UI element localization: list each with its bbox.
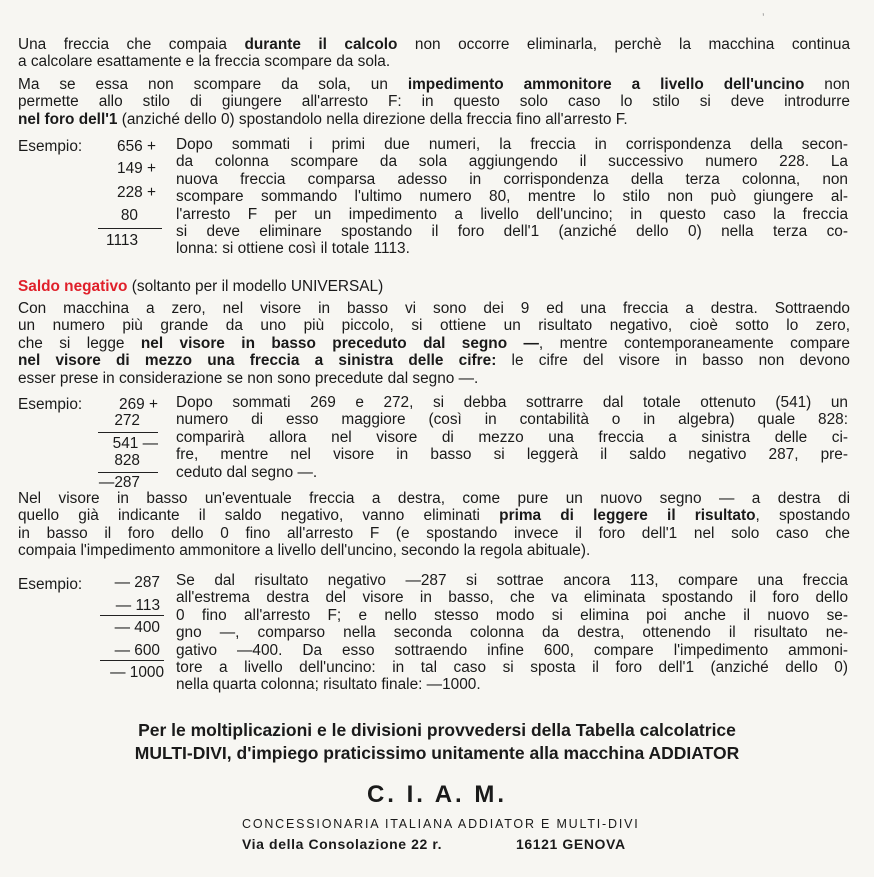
paragraph-eliminate-arrow [18, 490, 850, 560]
text: che si legge [18, 334, 141, 352]
text: , mentre contemporaneamente compare [538, 334, 850, 352]
text-line: Dopo sommati i primi due numeri, la freccia in corrispondenza della secon- [176, 136, 848, 153]
sum-total: — 1000 [110, 664, 164, 681]
example-3-text [176, 572, 848, 694]
sum-row: 269 + [119, 396, 158, 413]
text-line: scompare sommando l'ultimo numero 80, mentre lo stilo non può giungere al- [176, 188, 848, 206]
company-name: C. I. A. M. [366, 781, 508, 808]
corner-mark: ʼ [762, 11, 765, 25]
text-line: tore a livello dell'uncino: in tal caso si sposta il foro dell'1 (anziché dello 0) [176, 659, 848, 677]
text: Con macchina a zero, nel visore in basso vi sono dei 9 ed una freccia a destra. Sottraendo [18, 300, 850, 317]
bold-text: nel visore in basso preceduto dal segno — [140, 334, 539, 352]
text-line: nuova freccia comparsa adesso in corrispondenza della terza colonna, non [176, 170, 848, 188]
notice-line: MULTI-DIVI, d'impiego praticissimo unitamente alla macchina ADDIATOR [134, 743, 740, 763]
text: compaia l'impedimento ammonitore a livello dell'uncino, secondo la regola abituale). [18, 542, 591, 560]
example-label: Esempio: [18, 396, 83, 413]
text-line: nella quarta colonna; risultato finale: —1000. [176, 676, 481, 694]
example-1-sum [92, 136, 162, 256]
sum-rule [100, 660, 164, 661]
sum-row: — 600 [114, 642, 160, 659]
example-3-sum [92, 572, 172, 692]
text: a calcolare esattamente e la freccia scompare da sola. [18, 53, 391, 71]
bold-text: impedimento ammonitore a livello dell'uncino [407, 76, 805, 93]
sum-row: 228 + [117, 184, 156, 201]
bold-text: nel foro dell'1 [18, 110, 118, 128]
sum-row: — 113 [115, 597, 160, 614]
sum-row: 828 [114, 452, 140, 469]
sum-row: 149 + [117, 160, 156, 177]
text: in basso il foro dello 0 fino all'arresto F (e spostando invece il foro dell'1 nel solo caso che [18, 524, 850, 542]
paragraph-impediment [18, 76, 850, 128]
company-address: Via della Consolazione 22 r. [242, 836, 443, 852]
text-line: all'estrema destra del visore in basso, che va eliminata spostando il foro dello [176, 589, 848, 607]
text-line: 0 fino all'arresto F; e nello stesso modo si elimina poi anche il nuovo se- [176, 606, 848, 624]
text: esser prese in considerazione se non sono precedute dal segno —. [18, 369, 479, 387]
text: Nel visore in basso un'eventuale freccia a destra, come pure un nuovo segno — a destra di [18, 490, 850, 507]
example-2-text [176, 394, 848, 481]
sum-row: 80 [120, 207, 138, 224]
text: , spostando [755, 507, 850, 525]
text: non occorre eliminarla, perchè la macchina continua [397, 36, 851, 53]
sum-rule [98, 432, 158, 433]
text: non [804, 76, 850, 93]
section-title: Saldo negativo [18, 278, 128, 295]
text-line: l'arresto F per un impedimento a livello dell'uncino; in questo caso la freccia [176, 205, 848, 223]
paragraph-arrow-during-calc [18, 36, 850, 71]
text: Ma se essa non scompare da sola, un [18, 76, 408, 93]
text-line: gativo —400. Da esso sottraendo infine 600, compare l'impedimento ammoni- [176, 641, 848, 659]
text: le cifre del visore in basso non devono [496, 352, 850, 370]
text-line: gno —, comparso nella seconda colonna da destra, ottenendo il risultato ne- [176, 624, 848, 642]
sum-total: —287 [98, 474, 140, 491]
text-line: Dopo sommati 269 e 272, si debba sottrarre dal totale ottenuto (541) un [176, 394, 848, 411]
text: un numero più grande da uno più piccolo, si ottiene un risultato negativo, cioè sotto lo zero, [18, 317, 850, 335]
example-2-sum [92, 394, 172, 494]
notice-line: Per le moltiplicazioni e le divisioni provvedersi della Tabella calcolatrice [138, 720, 736, 740]
text-line: Se dal risultato negativo —287 si sottrae ancora 113, compare una freccia [176, 572, 848, 589]
company-subtitle: CONCESSIONARIA ITALIANA ADDIATOR E MULTI-DIVI [242, 817, 640, 831]
bold-text: nel visore di mezzo una freccia a sinistra delle cifre: [18, 352, 497, 370]
text-line: numero di esso maggiore (così in contabilità o in algebra) quale 828: [176, 411, 848, 429]
bold-text: durante il calcolo [244, 36, 398, 53]
text-line: si deve eliminare spostando il foro dell'1 (anziché dello 0) nella terza co- [176, 223, 848, 241]
sum-rule [98, 228, 162, 229]
text: quello già indicante il saldo negativo, vanno eliminati [18, 507, 500, 525]
text: permette allo stilo di giungere all'arresto F: in questo solo caso lo stilo si deve introdurre [18, 93, 850, 111]
text-line: fre, mentre nel visore in basso si leggerà il saldo negativo 287, pre- [176, 446, 848, 464]
section-heading [18, 278, 383, 295]
sum-total: 1113 [106, 232, 138, 249]
sum-row: — 287 [114, 574, 160, 591]
text-line: ceduto dal segno —. [176, 463, 318, 481]
sum-row: — 400 [114, 619, 160, 636]
sum-rule [100, 615, 164, 616]
sum-row: 541 — [112, 435, 158, 452]
paragraph-negative-balance [18, 300, 850, 387]
text-line: da colonna scompare da sola aggiungendo il successivo numero 228. La [176, 153, 848, 171]
text: Una freccia che compaia [18, 36, 245, 53]
text-line: lonna: si ottiene così il totale 1113. [176, 240, 410, 258]
text-line: comparirà allora nel visore di mezzo una freccia a sinistra delle ci- [176, 428, 848, 446]
bold-text: prima di leggere il risultato [499, 507, 756, 525]
sum-row: 272 [114, 412, 140, 429]
footer-notice [0, 719, 874, 765]
sum-row: 656 + [117, 138, 156, 155]
sum-rule [98, 472, 158, 473]
example-label: Esempio: [18, 576, 83, 593]
section-subtitle: (soltanto per il modello UNIVERSAL) [127, 278, 384, 295]
example-label: Esempio: [18, 138, 83, 155]
text: (anziché dello 0) spostandolo nella direzione della freccia fino all'arresto F. [117, 110, 628, 128]
company-city: 16121 GENOVA [516, 836, 626, 852]
example-1-text [176, 136, 848, 258]
